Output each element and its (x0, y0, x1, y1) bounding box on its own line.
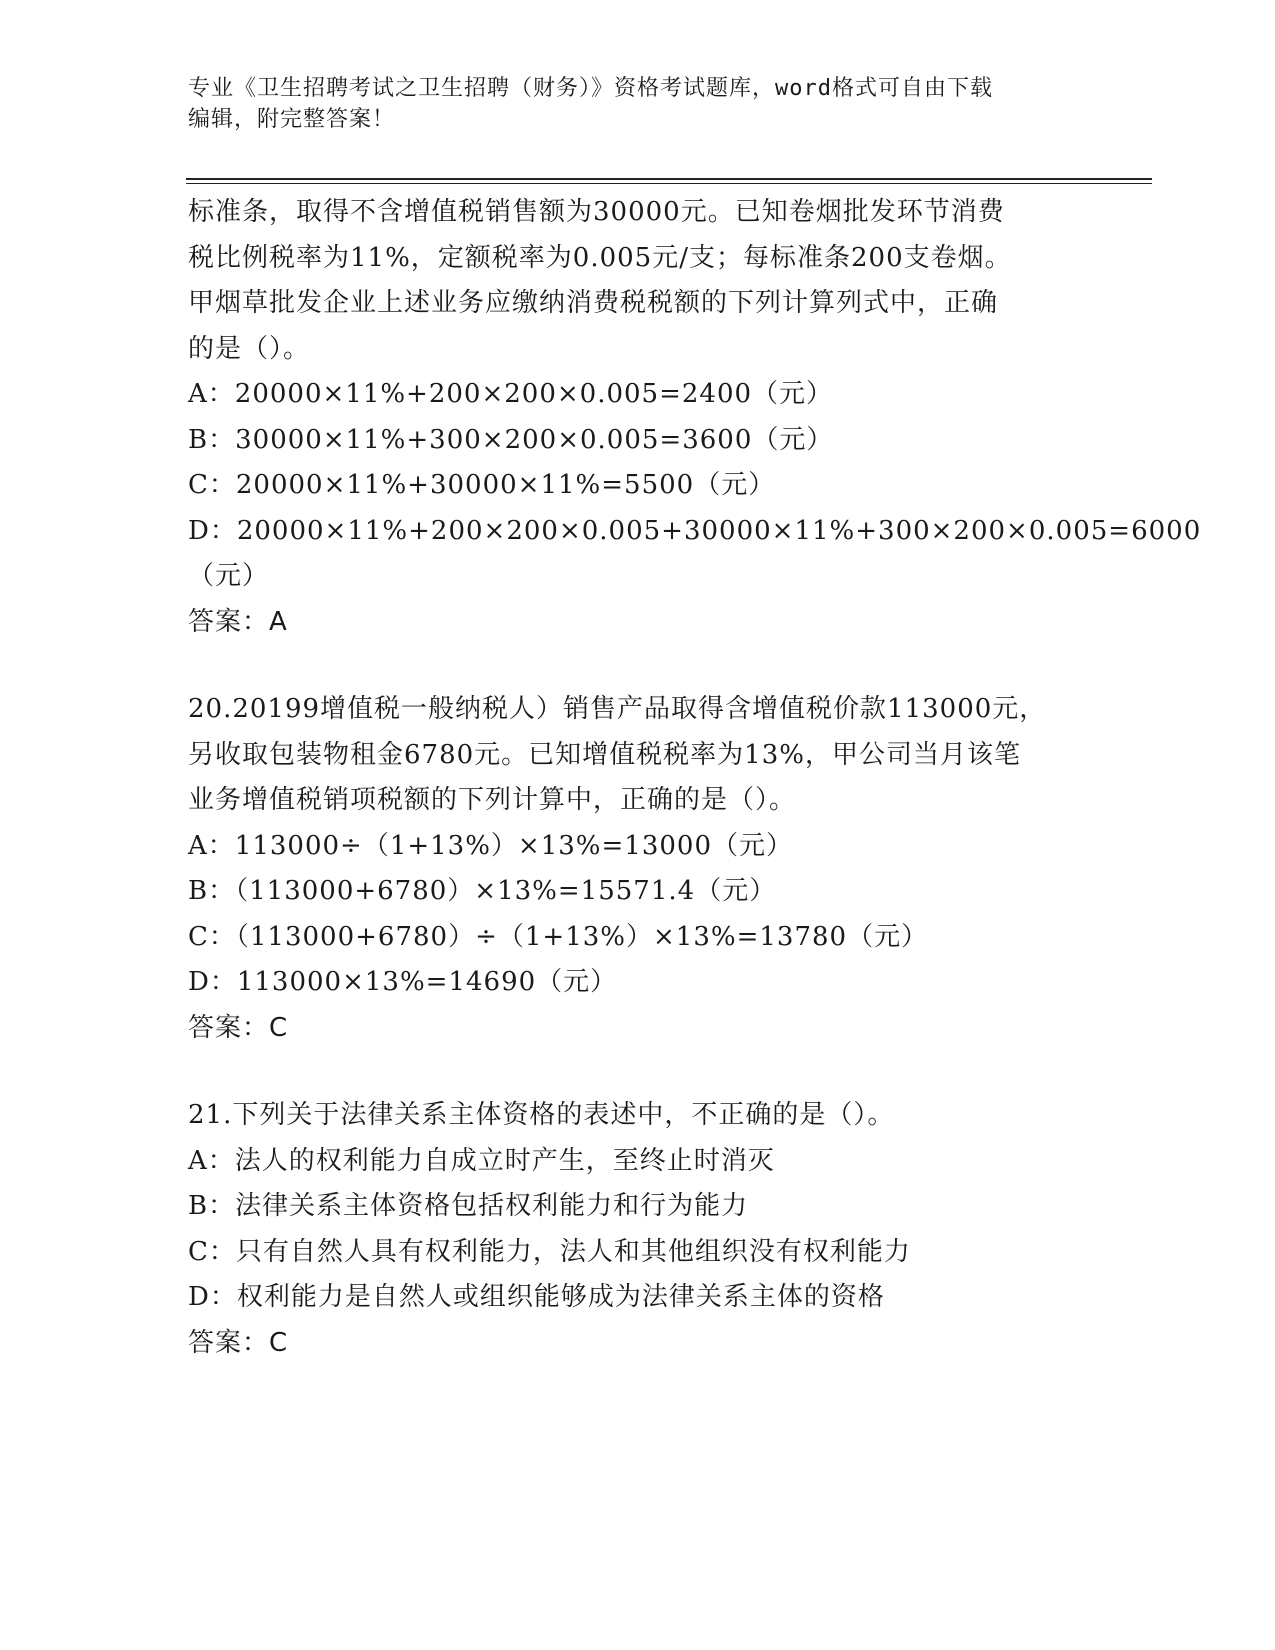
question-19-stem-line: 标准条，取得不含增值税销售额为30000元。已知卷烟批发环节消费 (188, 197, 1005, 227)
header-rule-thick (186, 178, 1152, 180)
question-19-option-c: C：20000×11%+30000×11%=5500（元） (188, 470, 776, 500)
question-20-option-d: D：113000×13%=14690（元） (188, 967, 618, 997)
spacer (188, 645, 1088, 687)
header-line-1: 专业《卫生招聘考试之卫生招聘（财务）》资格考试题库，word格式可自由下载 (188, 76, 993, 101)
question-20-option-c: C：（113000+6780）÷（1+13%）×13%=13780（元） (188, 921, 929, 952)
question-19-stem-line: 的是（）。 (188, 333, 311, 364)
question-20-stem-line: 另收取包装物租金6780元。已知增值税税率为13%，甲公司当月该笔 (188, 739, 1021, 770)
question-21-option-d: D：权利能力是自然人或组织能够成为法律关系主体的资格 (188, 1282, 885, 1312)
question-19-stem-line: 税比例税率为11%，定额税率为0.005元/支；每标准条200支卷烟。 (188, 242, 1012, 273)
question-19-option-b: B：30000×11%+300×200×0.005=3600（元） (188, 424, 834, 455)
question-20-stem-line: 业务增值税销项税额的下列计算中，正确的是（）。 (188, 785, 797, 815)
question-19-option-d-continued: （元） (188, 561, 270, 591)
question-20-option-a: A：113000÷（1+13%）×13%=13000（元） (188, 830, 793, 861)
question-19-option-a: A：20000×11%+200×200×0.005=2400（元） (188, 379, 834, 409)
question-20-answer: 答案：C (188, 1012, 289, 1043)
document-header (188, 73, 1068, 135)
question-21 (188, 1093, 1088, 1366)
question-19-stem-line: 甲烟草批发企业上述业务应缴纳消费税税额的下列计算列式中，正确 (188, 288, 999, 318)
question-20 (188, 687, 1088, 1051)
header-rule-thin (186, 183, 1152, 184)
question-21-option-a: A：法人的权利能力自成立时产生，至终止时消灭 (188, 1145, 775, 1176)
question-21-stem-line: 21.下列关于法律关系主体资格的表述中，不正确的是（）。 (188, 1100, 895, 1130)
question-21-option-b: B：法律关系主体资格包括权利能力和行为能力 (188, 1191, 749, 1221)
question-20-option-b: B：（113000+6780）×13%=15571.4（元） (188, 876, 777, 906)
question-20-stem-line: 20.20199增值税一般纳税人）销售产品取得含增值税价款113000元， (188, 694, 1047, 724)
question-21-answer: 答案：C (188, 1327, 289, 1358)
header-line-2: 编辑，附完整答案！ (188, 107, 396, 132)
question-content (188, 190, 1202, 1366)
question-19 (188, 190, 1202, 645)
spacer (188, 1051, 1088, 1093)
question-21-option-c: C：只有自然人具有权利能力，法人和其他组织没有权利能力 (188, 1236, 911, 1267)
question-19-answer: 答案：A (188, 606, 288, 637)
question-19-option-d: D：20000×11%+200×200×0.005+30000×11%+300×200×0.005=6000 (188, 515, 1202, 546)
